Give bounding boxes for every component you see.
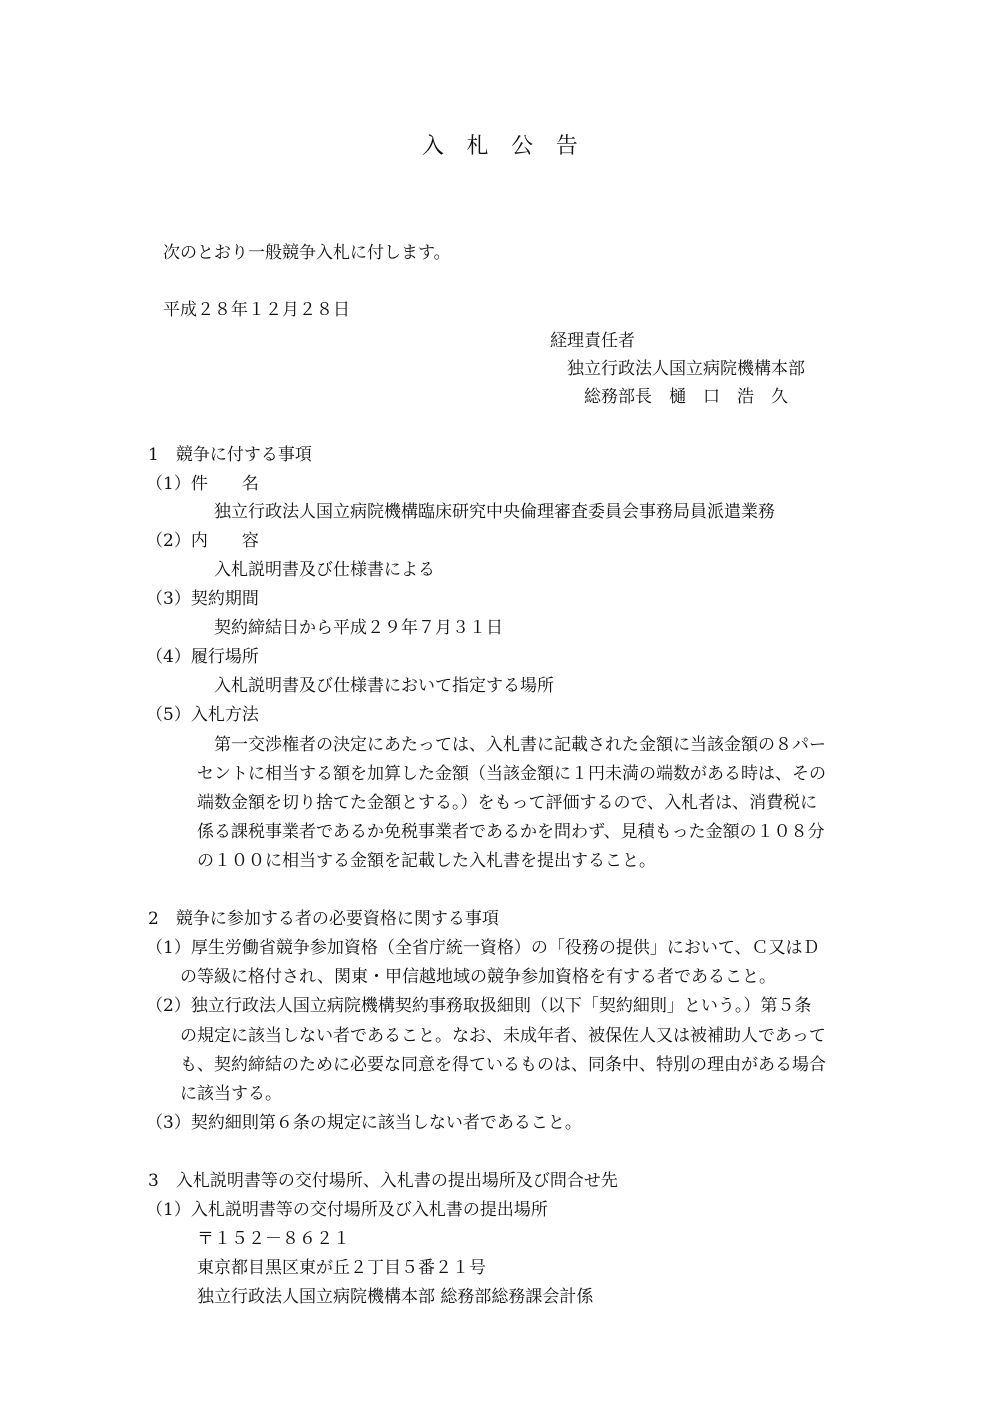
- page-title: 入 札 公 告: [421, 134, 579, 159]
- section-heading: 1 競争に付する事項: [148, 445, 312, 465]
- item-text: の等級に格付され、関東・甲信越地域の競争参加資格を有する者であること。: [180, 967, 777, 987]
- item-body: セントに相当する額を加算した金額（当該金額に１円未満の端数がある時は、その: [197, 764, 826, 784]
- item-body: 係る課税事業者であるか免税事業者であるかを問わず、見積もった金額の１０８分: [197, 822, 825, 842]
- item-body: 入札説明書及び仕様書による: [214, 560, 435, 580]
- item-label: （3）契約期間: [146, 589, 259, 609]
- item-label: （1）件 名: [146, 474, 259, 494]
- item-label: （4）履行場所: [146, 647, 259, 667]
- postal-code: 〒１５２－８６２１: [197, 1229, 350, 1249]
- issuer-name: 総務部長 樋 口 浩 久: [584, 387, 788, 407]
- item-body: 契約締結日から平成２９年７月３１日: [214, 618, 503, 638]
- item-body: 端数金額を切り捨てた金額とする。）をもって評価するので、入札者は、消費税に: [197, 793, 818, 813]
- item-label: （1）入札説明書等の交付場所及び入札書の提出場所: [146, 1200, 548, 1220]
- item-text: （3）契約細則第６条の規定に該当しない者であること。: [146, 1113, 582, 1133]
- office-name: 独立行政法人国立病院機構本部 総務部総務課会計係: [197, 1287, 594, 1307]
- item-body: の１００に相当する金額を記載した入札書を提出すること。: [197, 851, 656, 871]
- item-body: 独立行政法人国立病院機構臨床研究中央倫理審査委員会事務局員派遣業務: [214, 502, 775, 522]
- item-label: （2）内 容: [146, 531, 259, 551]
- item-label: （5）入札方法: [146, 705, 259, 725]
- issuer-role: 経理責任者: [550, 331, 635, 351]
- section-heading: 2 競争に参加する者の必要資格に関する事項: [148, 909, 499, 929]
- item-text: に該当する。: [180, 1084, 282, 1104]
- item-text: も、契約締結のために必要な同意を得ているものは、同条中、特別の理由がある場合: [180, 1055, 826, 1075]
- item-text: の規定に該当しない者であること。なお、未成年者、被保佐人又は被補助人であって: [180, 1026, 826, 1046]
- item-body: 第一交渉権者の決定にあたっては、入札書に記載された金額に当該金額の８パー: [214, 735, 826, 755]
- notice-date: 平成２８年１２月２８日: [163, 300, 350, 320]
- item-body: 入札説明書及び仕様書において指定する場所: [214, 676, 554, 696]
- item-text: （2）独立行政法人国立病院機構契約事務取扱細則（以下「契約細則」という。）第５条: [146, 996, 812, 1016]
- address: 東京都目黒区東が丘２丁目５番２１号: [197, 1258, 486, 1278]
- intro-text: 次のとおり一般競争入札に付します。: [163, 243, 451, 263]
- issuer-org: 独立行政法人国立病院機構本部: [567, 359, 805, 379]
- section-heading: 3 入札説明書等の交付場所、入札書の提出場所及び問合せ先: [148, 1171, 618, 1191]
- item-text: （1）厚生労働省競争参加資格（全省庁統一資格）の「役務の提供」において、Ｃ又はＤ: [146, 938, 820, 958]
